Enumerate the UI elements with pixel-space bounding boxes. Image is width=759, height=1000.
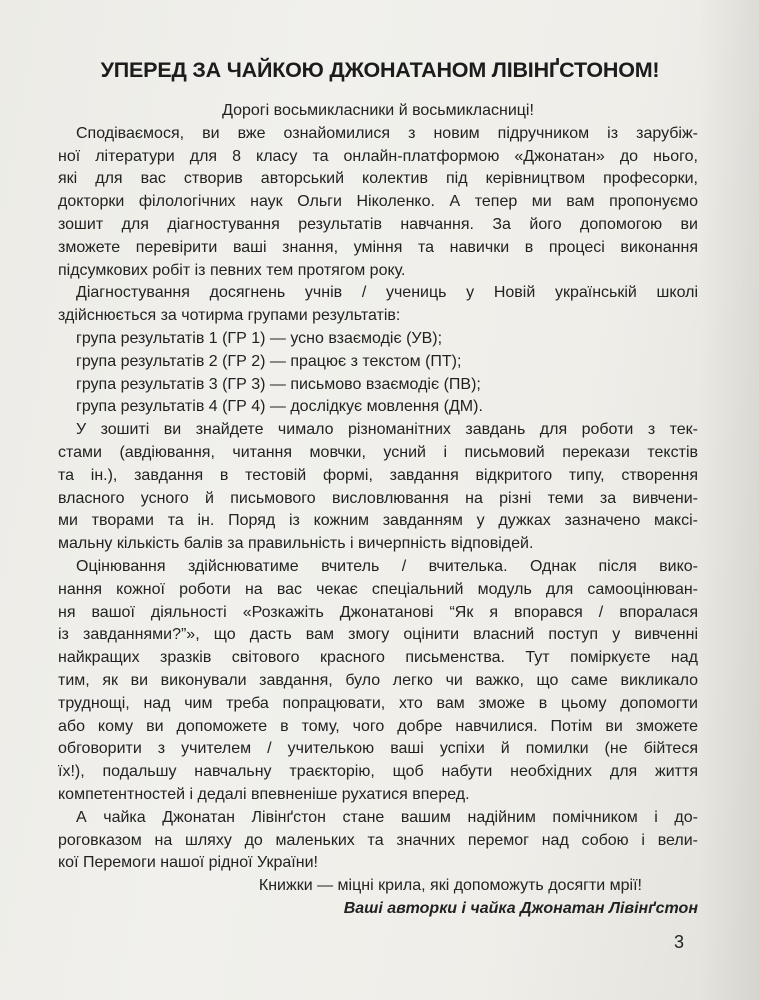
text-line: або кому ви допоможете в тому, чого добре навчилися. Потім ви зможете	[58, 717, 698, 735]
text-line: докторки філологічних наук Ольги Ніколенко. А тепер ми вам пропонуємо	[58, 193, 698, 211]
paragraph-5	[58, 807, 698, 875]
list-item: група результатів 1 (ГР 1) — усно взаємодіє (УВ);	[76, 329, 443, 347]
signature: Ваші авторки і чайка Джонатан Лівінґстон	[343, 899, 698, 917]
text-line: їх!), подальшу навчальну траєкторію, щоб набути необхідних для життя	[58, 763, 698, 781]
text-line: які для вас створив авторський колектив під керівництвом професорки,	[58, 170, 698, 188]
text-line: та ін.), завдання в тестовій формі, завдання відкритого типу, створення	[58, 466, 698, 484]
page-title: УПЕРЕД ЗА ЧАЙКОЮ ДЖОНАТАНОМ ЛІВІНҐСТОНОМ!	[100, 58, 660, 82]
text-line: тим, як ви виконували завдання, було легко чи важко, що саме викликало	[58, 671, 698, 689]
text-line: обговорити з учителем / учителькою ваші успіхи й помилки (не бійтеся	[58, 740, 698, 758]
text-line: зошит для діагностування результатів навчання. За його допомогою ви	[58, 215, 698, 233]
text-line: У зошиті ви знайдете чимало різноманітних завдань для роботи з тек-	[76, 421, 698, 439]
text-line: А чайка Джонатан Лівінґстон стане вашим надійним помічником і до-	[76, 808, 698, 826]
text-line: кої Перемоги нашої рідної України!	[58, 854, 318, 872]
page-shadow	[699, 0, 759, 1000]
text-line: ня вашої діяльності «Розкажіть Джонатанові “Як я впорався / впоралася	[58, 603, 698, 621]
text-line: Діагностування досягнень учнів / учениць у Новій українській школі	[76, 284, 698, 302]
text-line: нання кожної роботи на вас чекає спеціальний модуль для самооцінюван-	[58, 580, 698, 598]
text-line: ної літератури для 8 класу та онлайн-платформою «Джонатан» до нього,	[58, 147, 698, 165]
text-line: власного усного й письмового висловлювання на різні теми за вивчени-	[58, 489, 698, 507]
result-groups-list	[58, 328, 698, 419]
greeting: Дорогі восьмикласники й восьмикласниці!	[222, 102, 534, 119]
motto: Книжки — міцні крила, які допоможуть досягти мрії!	[258, 877, 642, 895]
paragraph-2	[58, 282, 698, 328]
paragraph-1	[58, 123, 698, 283]
text-line: ми творами та ін. Поряд із кожним завданням у дужках зазначено максі-	[58, 512, 698, 530]
text-line: мальну кількість балів за правильність і вичерпність відповідей.	[58, 535, 534, 553]
text-line: найкращих зразків світового красного письменства. Тут поміркуєте над	[58, 649, 698, 667]
text-line: роговказом на шляху до маленьких та значних перемог над собою і вели-	[58, 831, 698, 849]
text-line: здійснюється за чотирма групами результатів:	[58, 307, 401, 325]
list-item: група результатів 3 (ГР 3) — письмово взаємодіє (ПВ);	[76, 375, 481, 393]
text-line: стами (авдіювання, читання мовчки, усний і письмовий перекази текстів	[58, 443, 698, 461]
list-item: група результатів 4 (ГР 4) — дослідкує мовлення (ДМ).	[76, 398, 483, 416]
page-number: 3	[674, 932, 685, 952]
text-line: із завданнями?”», що дасть вам змогу оцінити власний поступ у вивченні	[58, 626, 698, 644]
paragraph-4	[58, 556, 698, 807]
paragraph-3	[58, 419, 698, 556]
text-line: Сподіваємося, ви вже ознайомилися з новим підручником із зарубіж-	[76, 124, 698, 142]
body-text	[58, 100, 698, 921]
text-line: підсумкових робіт із певних тем протягом року.	[58, 261, 406, 279]
text-line: труднощі, над чим треба попрацювати, хто вам зможе в цьому допомогти	[58, 694, 698, 712]
text-line: зможете перевірити ваші знання, уміння та навички в процесі виконання	[58, 238, 698, 256]
text-line: Оцінювання здійснюватиме вчитель / вчителька. Однак після вико-	[76, 557, 698, 575]
text-line: компетентностей і дедалі впевненіше рухатися вперед.	[58, 785, 470, 803]
list-item: група результатів 2 (ГР 2) — працює з текстом (ПТ);	[76, 352, 462, 370]
